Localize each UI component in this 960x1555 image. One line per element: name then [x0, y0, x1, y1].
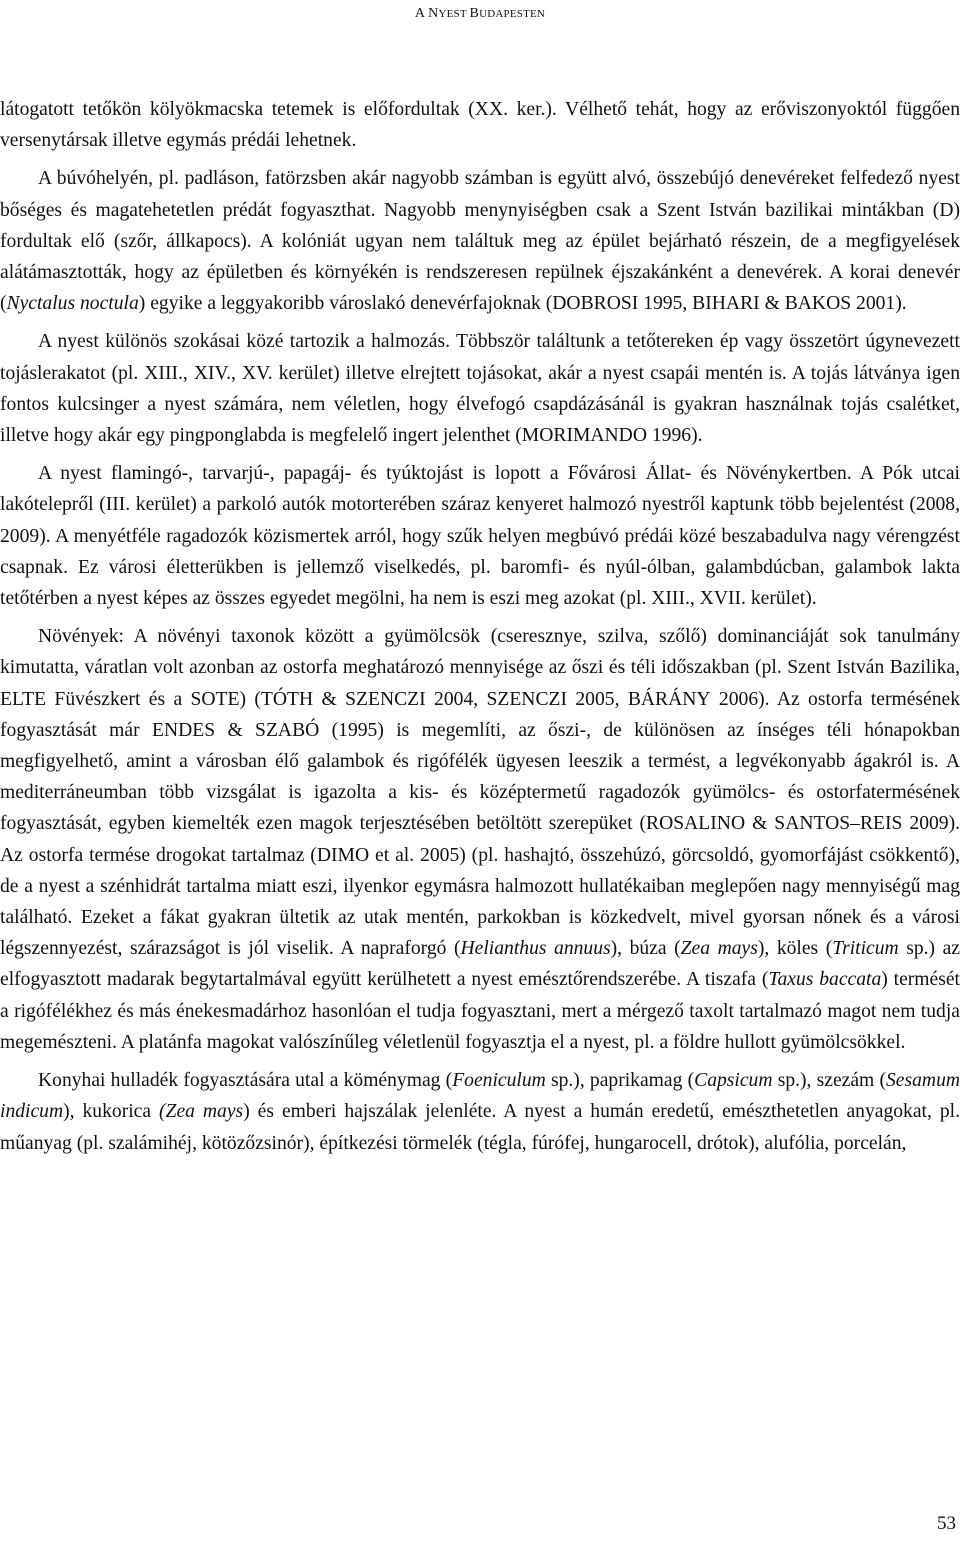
- small-caps-text: ANTOS: [785, 813, 851, 835]
- italic-text: Triticum: [832, 938, 899, 960]
- text-run: A nyest flamingó-, tarvarjú-, papagáj- és tyúktojást is lopott a Fővárosi Állat- és Növénykertben. A Pók utcai lakótelepről (III. kerület) a parkoló autók motorterében száraz kenyeret halmozó nyestről kaptunk több bejelentést (2008, 2009). A menyétféle ragadozók közismertek arról, hogy szűk helyen megbúvó prédái közé beszabadulva nagy vérengzést csapnak. Ez városi életterükben is jellemző viselkedés, pl. baromfi- és nyúl-ólban, galambdúcban, galambok lakta tetőtérben a nyest képes az összes egyedet megölni, ha nem is eszi meg azokat (pl. XIII., XVII. kerület).: [0, 463, 960, 610]
- body-paragraph: [0, 621, 960, 1058]
- small-caps-text: EIS: [873, 813, 903, 835]
- italic-text: Capsicum: [694, 1070, 773, 1092]
- small-caps-text: ZENCZI: [356, 688, 426, 710]
- small-caps-text: ZENCZI: [497, 688, 568, 710]
- italic-text: Taxus baccata: [768, 969, 882, 991]
- text-run: ) egyike a leggyakoribb városlakó denevérfajoknak (D: [138, 293, 567, 315]
- text-run: (1995) is megemlíti, az őszi-, de különösen az ínséges téli hónapokban megfigyelhető, amint a városban élő galambok és rigófélék ügyesen leeszik a termést, a legvékonyabb ágakról is. A mediterráneumban több vizsgálat is igazolta a kis- és középtermetű ragadozók gyümölcs- és ostorfatermésének fogyasztását, egyben kiemelték ezen magok terjesztésében betöltött szerepüket (R: [0, 719, 960, 835]
- text-run: ) és emberi hajszálak jelenléte. A nyest a humán eredetű, emészthetetlen anyagokat, pl. műanyag (pl. szalámihéj, kötözőzsinór), építkezési törmelék (tégla, fúrófej, hungarocell, drótok), alufólia, porcelán,: [0, 1101, 960, 1154]
- small-caps-text: IMO: [331, 844, 370, 866]
- text-run: A búvóhelyén, pl. padláson, fatörzsben akár nagyobb számban is együtt alvó, összebújó denevéreket felfedező nyest bőséges és magatehetetlen prédát fogyaszthat. Nagyobb menynyiségben csak a Szent István bazilikai mintákban (D) fordultak elő (szőr, állkapocs). A kolóniát ugyan nem találtuk meg az épület bejárható részein, de a megfigyelések alátámasztották, hogy az épületben és környékén is rendszeresen repülnek éjszakánként a denevérek. A korai denevér (: [0, 168, 960, 315]
- text-run: A nyest különös szokásai közé tartozik a halmozás. Többször találtunk a tetőtereken ép vagy összetört úgynevezett tojáslerakatot (pl. XIII., XIV., XV. kerület) illetve elrejtett tojásokat, akár a nyest csapái mentén is. A tojás látványa igen fontos kulcsinger a nyest számára, nem véletlen, hogy élvefogó csapdázásánál is gyakran használnak tojás csalétket, illetve hogy akár egy pingponglabda is megfelelő ingert jelenthet (M: [0, 331, 960, 447]
- header-word-budapesten-rest: UDAPESTEN: [479, 8, 546, 20]
- body-paragraph: [0, 94, 960, 156]
- header-initial-b: B: [469, 6, 480, 21]
- small-caps-text: ÁRÁNY: [640, 688, 711, 710]
- small-caps-text: IHARI: [705, 293, 760, 315]
- header-word-nyest-rest: YEST: [438, 8, 470, 20]
- body-paragraph: [0, 326, 960, 451]
- body-paragraph: [0, 458, 960, 614]
- small-caps-text: ZABÓ: [265, 719, 320, 741]
- text-run: ) termését a rigófélékhez és más énekesmadárhoz hasonlóan el tudja fogyasztani, mert a mérgező taxolt tartalmazó magot nem tudja megemészteni. A platánfa magokat valószínűleg véletlenül fogyasztja el a nyest, pl. a földre hullott gyümölcsökkel.: [0, 969, 960, 1053]
- body-paragraph: [0, 1065, 960, 1159]
- text-run: 1995, B: [638, 293, 706, 315]
- text-run: 2009). Az ostorfa termése drogokat tartalmaz (D: [0, 813, 960, 866]
- italic-text: Sesamum indicum: [0, 1070, 960, 1123]
- italic-text: (Zea mays: [159, 1101, 244, 1123]
- running-header: [0, 0, 960, 24]
- text-run: –R: [850, 813, 874, 835]
- italic-text: Helianthus annuus: [460, 938, 611, 960]
- header-initial-n: N: [428, 6, 439, 21]
- text-run: & B: [759, 293, 798, 315]
- page-body: [0, 94, 960, 1159]
- small-caps-text: ORIMANDO: [539, 425, 647, 447]
- text-run: Konyhai hulladék fogyasztására utal a köménymag (: [38, 1070, 453, 1092]
- text-run: 2004, S: [425, 688, 498, 710]
- small-caps-text: OBROSI: [566, 293, 639, 315]
- text-run: 1996).: [646, 425, 703, 447]
- text-run: 2006). Az ostorfa termésének fogyasztását már E: [0, 688, 960, 741]
- text-run: ), búza (: [610, 938, 681, 960]
- small-caps-text: AKOS: [797, 293, 852, 315]
- text-run: látogatott tetőkön kölyökmacska tetemek is előfordultak (XX. ker.). Vélhető tehát, hogy az erőviszonyoktól függően versenytársak illetve egymás prédái lehetnek.: [0, 99, 960, 152]
- text-run: & S: [745, 813, 786, 835]
- italic-text: Zea mays: [680, 938, 758, 960]
- body-paragraph: [0, 163, 960, 319]
- text-run: & S: [215, 719, 266, 741]
- text-run: et al. 2005) (pl. hashajtó, összehúzó, görcsoldó, gyomorfájást csökkentő), de a nyest a szénhidrát tartalma miatt eszi, ilyenkor egymásra halmozott hullatékaiban meglepően nagy mennyiségű mag található. Ezeket a fákat gyakran ültetik az utak mentén, parkokban is közkedvelt, mivel gyorsan nőnek és a városi légszennyezést, szárazságot is jól viselik. A napraforgó (: [0, 844, 960, 960]
- small-caps-text: NDES: [163, 719, 216, 741]
- header-word-a: A: [414, 6, 429, 21]
- text-run: sp.), szezám (: [772, 1070, 886, 1092]
- page-number: 53: [937, 1513, 956, 1534]
- text-run: Növények: A növényi taxonok között a gyümölcsök (cseresznye, szilva, szőlő) dominanciáját sok tanulmány kimutatta, váratlan volt azonban az ostorfa meghatározó mennyisége az őszi és téli időszakban (pl. Szent István Bazilika, ELTE Füvészkert és a SOTE) (T: [0, 626, 960, 710]
- text-run: 2005, B: [567, 688, 641, 710]
- text-run: ), köles (: [757, 938, 833, 960]
- text-run: & S: [313, 688, 357, 710]
- small-caps-text: ÓTH: [272, 688, 314, 710]
- text-run: sp.) az elfogyasztott madarak begytartalmával együtt kerülhetett a nyest emésztőrendszerébe. A tiszafa (: [0, 938, 960, 991]
- italic-text: Nyctalus noctula: [6, 293, 139, 315]
- text-run: 2001).: [851, 293, 907, 315]
- small-caps-text: OSALINO: [659, 813, 746, 835]
- text-run: sp.), paprikamag (: [545, 1070, 695, 1092]
- italic-text: Foeniculum: [452, 1070, 546, 1092]
- text-run: ), kukorica: [63, 1101, 160, 1123]
